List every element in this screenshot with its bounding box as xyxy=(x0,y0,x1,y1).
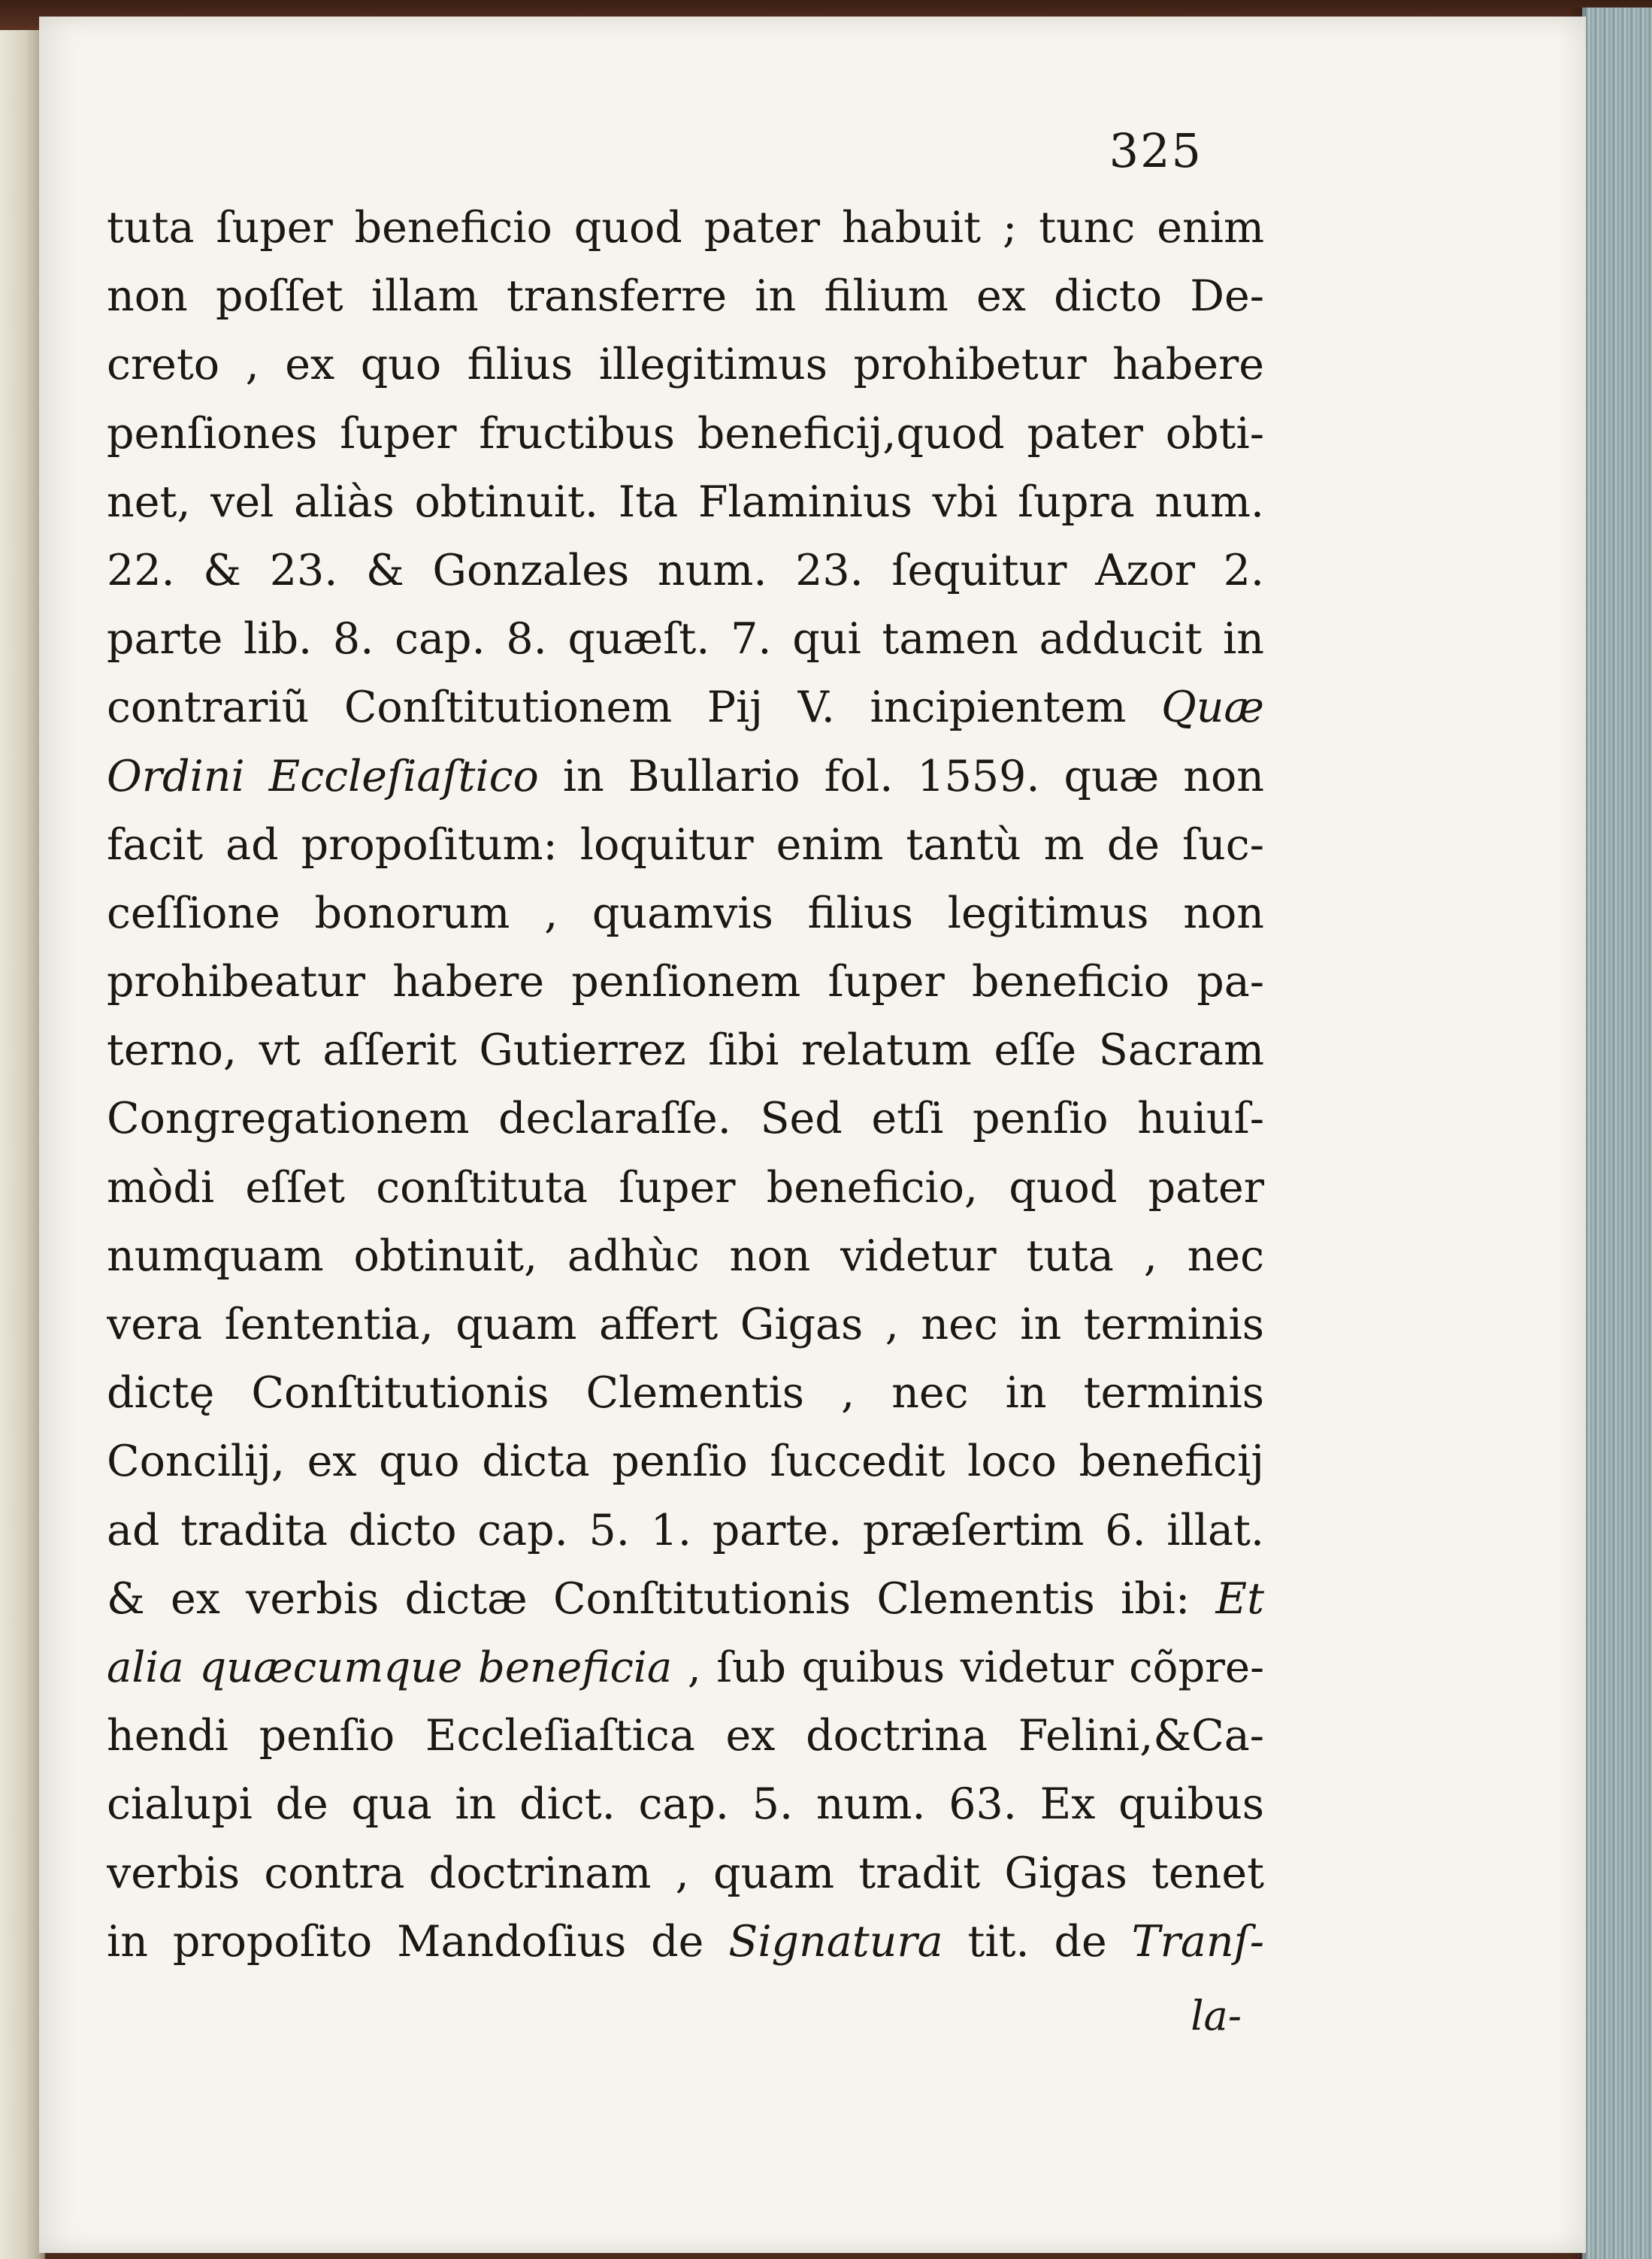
text-run: prohibeatur habere penſionem ſuper beneficio pa- xyxy=(107,957,1264,1007)
text-line xyxy=(107,1770,1264,1839)
text-line xyxy=(107,674,1264,742)
text-line xyxy=(107,1702,1264,1770)
text-run: numquam obtinuit, adhùc non videtur tuta , nec xyxy=(107,1231,1264,1281)
text-line xyxy=(107,605,1264,674)
italic-text: Signatura xyxy=(728,1916,943,1967)
italic-text: Ordini Eccleſiaſtico xyxy=(107,751,539,801)
text-line xyxy=(107,880,1264,948)
text-line xyxy=(107,1085,1264,1153)
text-line xyxy=(107,1908,1264,1976)
text-line xyxy=(107,1634,1264,1702)
text-line xyxy=(107,948,1264,1016)
text-run: cialupi de qua in dict. cap. 5. num. 63. Ex quibus xyxy=(107,1779,1264,1830)
text-run: vera ſententia, quam affert Gigas , nec in terminis xyxy=(107,1300,1264,1349)
text-line xyxy=(107,811,1264,880)
text-run: ceſſione bonorum , quamvis filius legitimus non xyxy=(107,888,1264,938)
italic-text: Quæ xyxy=(1160,683,1264,733)
text-line xyxy=(107,262,1264,331)
text-run: net, vel aliàs obtinuit. Ita Flaminius vbi ſupra num. xyxy=(107,477,1264,527)
left-page-gutter xyxy=(0,30,45,2259)
text-line xyxy=(107,1359,1264,1428)
text-run: dictę Conſtitutionis Clementis , nec in terminis xyxy=(107,1368,1264,1419)
text-line xyxy=(107,468,1264,537)
text-run: ad tradita dicto cap. 5. 1. parte. præſertim 6. illat. xyxy=(107,1505,1264,1555)
text-line xyxy=(107,400,1264,468)
text-line xyxy=(107,1291,1264,1359)
italic-text: alia quæcumque beneficia xyxy=(107,1643,673,1692)
text-run: verbis contra doctrinam , quam tradit Gigas tenet xyxy=(107,1848,1264,1898)
text-run: creto , ex quo filius illegitimus prohibetur habere xyxy=(107,340,1264,390)
text-line xyxy=(107,1154,1264,1222)
text-line xyxy=(107,1840,1264,1908)
text-run: 22. & 23. & Gonzales num. 23. ſequitur Azor 2. xyxy=(107,545,1264,595)
text-run: in propoſito Mandoſius de xyxy=(107,1916,729,1967)
text-run: mòdi eſſet conſtituta ſuper beneficio, quod pater xyxy=(107,1162,1264,1213)
text-run: , ſub quibus videtur cõpre- xyxy=(672,1643,1264,1692)
catchword: la- xyxy=(1191,1992,1242,2039)
text-line xyxy=(107,1222,1264,1291)
text-run: & ex verbis dictæ Conſtitutionis Clementis ibi: xyxy=(107,1573,1216,1624)
text-line xyxy=(107,1016,1264,1085)
text-run: in Bullario fol. 1559. quæ non xyxy=(538,751,1264,801)
text-run: facit ad propoſitum: loquitur enim tantù m de ſuc- xyxy=(107,819,1264,870)
body-text xyxy=(107,194,1264,1976)
text-run: terno, vt aſſerit Gutierrez ſibi relatum eſſe Sacram xyxy=(107,1025,1264,1076)
text-run: penſiones ſuper fructibus beneficij,quod pater obti- xyxy=(107,408,1264,459)
page-number: 325 xyxy=(1109,123,1203,178)
text-run: tit. de xyxy=(942,1916,1132,1967)
text-run: Congregationem declaraſſe. Sed etſi penſio huiuſ- xyxy=(107,1094,1264,1144)
book-fore-edge xyxy=(1582,8,1652,2259)
text-run: contrariũ Conſtitutionem Pij V. incipientem xyxy=(107,683,1161,733)
text-line xyxy=(107,1428,1264,1496)
text-line xyxy=(107,1565,1264,1634)
text-run: Concilij, ex quo dicta penſio ſuccedit loco beneficij xyxy=(107,1437,1264,1487)
text-run: tuta ſuper beneficio quod pater habuit ; tunc enim xyxy=(107,203,1264,253)
text-line xyxy=(107,743,1264,811)
text-run: parte lib. 8. cap. 8. quæſt. 7. qui tamen adducit in xyxy=(107,614,1264,665)
book-page xyxy=(39,17,1586,2253)
text-line xyxy=(107,331,1264,399)
italic-text: Tranſ- xyxy=(1131,1916,1264,1967)
text-line xyxy=(107,537,1264,605)
text-line xyxy=(107,194,1264,262)
text-line xyxy=(107,1497,1264,1565)
text-run: non poſſet illam transferre in filium ex dicto De- xyxy=(107,271,1264,322)
text-run: hendi penſio Eccleſiaſtica ex doctrina Felini,&Ca- xyxy=(107,1711,1264,1761)
italic-text: Et xyxy=(1215,1573,1264,1624)
